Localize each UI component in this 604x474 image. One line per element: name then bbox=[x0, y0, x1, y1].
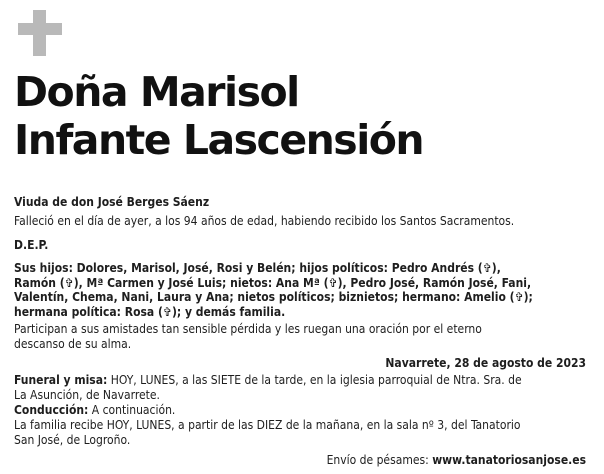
family-line bbox=[14, 290, 594, 305]
latin-cross-icon bbox=[18, 10, 62, 56]
deceased-name-line-2: Infante Lascensión bbox=[14, 116, 424, 164]
conduccion-text: A continuación. bbox=[88, 403, 176, 417]
family-text: Sus hijos: Dolores, Marisol, José, Rosi y Belén; hijos políticos: Pedro Andrés ( bbox=[14, 261, 483, 275]
family-text: ); y demás familia. bbox=[171, 304, 286, 319]
family-list bbox=[14, 261, 594, 319]
reception-details bbox=[14, 418, 594, 447]
family-text: Ramón ( bbox=[14, 275, 65, 290]
family-text: ), bbox=[491, 261, 501, 275]
widow-of-line: Viuda de don José Berges Sáenz bbox=[14, 195, 210, 209]
place-date: Navarrete, 28 de agosto de 2023 bbox=[385, 356, 586, 370]
funeral-line-2: La Asunción, de Navarrete. bbox=[14, 387, 160, 402]
reception-line-1: La familia recibe HOY, LUNES, a partir de las DIEZ de la mañana, en la sala nº 3, del Tanatorio bbox=[14, 418, 521, 432]
deceased-cross-icon: ✞ bbox=[64, 275, 74, 290]
deceased-cross-icon: ✞ bbox=[162, 304, 172, 319]
dep-line: D.E.P. bbox=[14, 238, 49, 252]
condolences-label: Envío de pésames: bbox=[326, 453, 429, 467]
family-text: ), Pedro José, Ramón José, Fani, bbox=[337, 275, 532, 290]
condolences-link[interactable]: www.tanatoriosanjose.es bbox=[432, 453, 586, 467]
deceased-cross-icon: ✞ bbox=[514, 290, 524, 304]
conduccion-details bbox=[14, 403, 594, 418]
family-text: ), Mª Carmen y José Luis; nietos: Ana Mª ( bbox=[73, 275, 329, 290]
funeral-label: Funeral y misa: bbox=[14, 373, 108, 387]
funeral-line-1 bbox=[14, 373, 594, 388]
funeral-text: HOY, LUNES, a las SIETE de la tarde, en la iglesia parroquial de Ntra. Sra. de bbox=[107, 373, 522, 387]
family-line bbox=[14, 305, 594, 320]
prayer-request bbox=[14, 322, 594, 351]
funeral-details bbox=[14, 373, 594, 402]
family-text: Valentín, Chema, Nani, Laura y Ana; nietos políticos; biznietos; hermano: Amelio ( bbox=[14, 290, 515, 304]
conduccion-label: Conducción: bbox=[14, 403, 89, 417]
family-line bbox=[14, 276, 594, 291]
family-line bbox=[14, 261, 594, 276]
prayer-request-line-1: Participan a sus amistades tan sensible pérdida y les ruegan una oración por el eterno bbox=[14, 322, 482, 336]
family-text: ); bbox=[523, 290, 533, 304]
family-text: hermana política: Rosa ( bbox=[14, 304, 163, 319]
deceased-cross-icon: ✞ bbox=[482, 261, 492, 275]
deceased-name bbox=[14, 68, 423, 164]
death-notice: Falleció en el día de ayer, a los 94 años de edad, habiendo recibido los Santos Sacramentos. bbox=[14, 214, 515, 228]
deceased-name-line-1: Doña Marisol bbox=[14, 68, 299, 116]
prayer-request-line-2: descanso de su alma. bbox=[14, 336, 132, 351]
deceased-cross-icon: ✞ bbox=[328, 275, 338, 290]
reception-line-2: San José, de Logroño. bbox=[14, 432, 131, 447]
condolences-line bbox=[327, 453, 586, 468]
